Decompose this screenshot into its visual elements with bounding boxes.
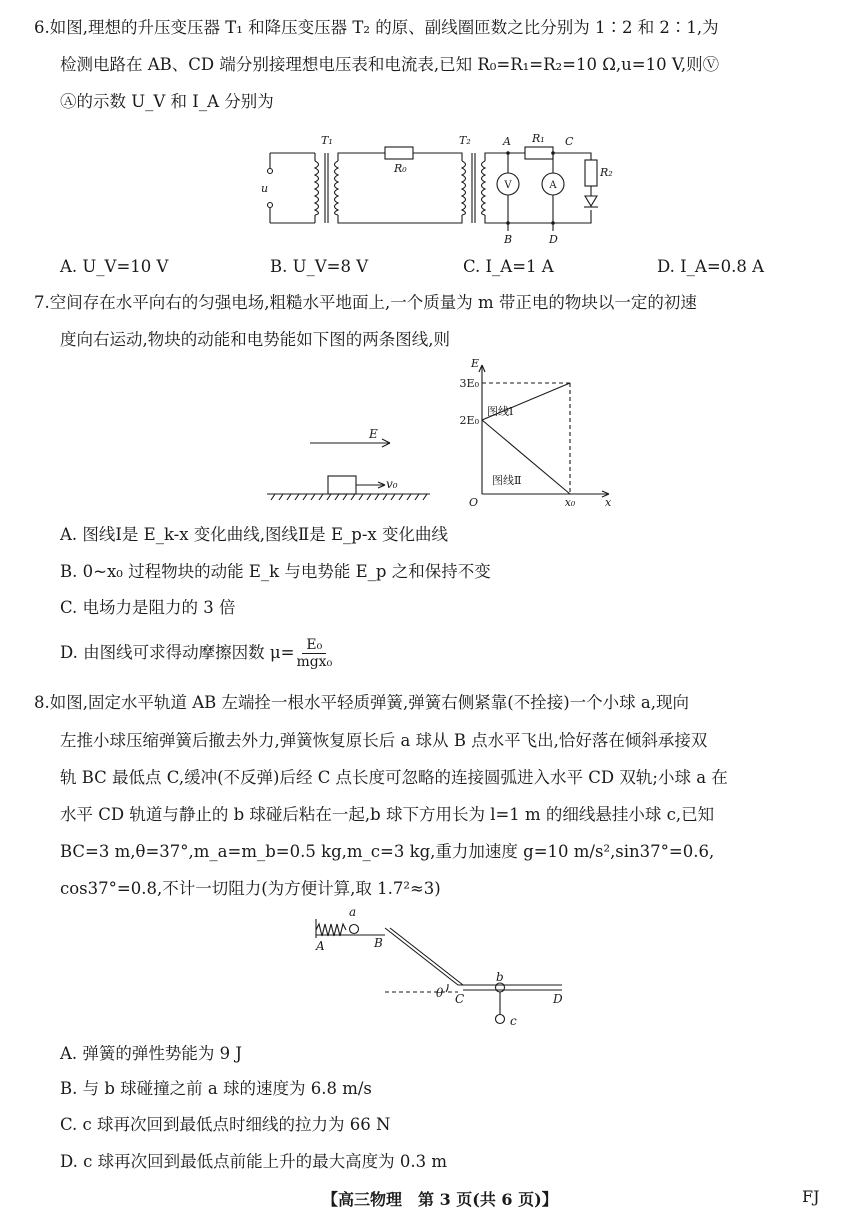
label-theta: θ bbox=[436, 986, 444, 1000]
label-ball-c: c bbox=[510, 1014, 517, 1028]
label-r2: R₂ bbox=[600, 166, 613, 179]
q8-line-6: cos37°=0.8,不计一切阻力(为方便计算,取 1.7²≈3) bbox=[60, 879, 441, 898]
curve-2-label: 图线Ⅱ bbox=[492, 474, 522, 487]
footer-code: FJ bbox=[802, 1187, 820, 1206]
label-field-e: E bbox=[369, 427, 378, 441]
q7-energy-chart bbox=[447, 358, 622, 510]
q8-line-4: 水平 CD 轨道与静止的 b 球碰后粘在一起,b 球下方用长为 l=1 m 的细线悬挂小球 c,已知 bbox=[60, 805, 715, 824]
label-r0: R₀ bbox=[394, 162, 407, 175]
label-point-b: B bbox=[504, 233, 513, 246]
label-r1: R₁ bbox=[532, 132, 545, 145]
label-e-axis: E bbox=[470, 358, 479, 370]
q7-option-b[interactable]: B. 0~x₀ 过程物块的动能 E_k 与电势能 E_p 之和保持不变 bbox=[60, 562, 491, 581]
q8-option-a[interactable]: A. 弹簧的弹性势能为 9 J bbox=[60, 1044, 243, 1063]
q6-option-b[interactable]: B. U_V=8 V bbox=[270, 257, 369, 276]
q7-option-c[interactable]: C. 电场力是阻力的 3 倍 bbox=[60, 598, 236, 617]
label-point-c: C bbox=[565, 135, 574, 148]
label-v0: v₀ bbox=[386, 477, 398, 491]
q8-line-3: 轨 BC 最低点 C,缓冲(不反弹)后经 C 点长度可忽略的连接圆弧进入水平 CD 双轨;小球 a 在 bbox=[60, 768, 728, 787]
label-ball-b: b bbox=[496, 970, 504, 984]
q8-line-1: 8.如图,固定水平轨道 AB 左端拴一根水平轻质弹簧,弹簧右侧紧靠(不拴接)一个小球 a,现向 bbox=[34, 693, 689, 712]
q6-line-1: 6.如图,理想的升压变压器 T₁ 和降压变压器 T₂ 的原、副线圈匝数之比分别为 1∶2 和 2∶1,为 bbox=[34, 18, 719, 37]
q7-option-d-text: D. 由图线可求得动摩擦因数 μ= bbox=[60, 643, 295, 662]
label-point-a: A bbox=[503, 135, 511, 148]
q6-option-d[interactable]: D. I_A=0.8 A bbox=[657, 257, 765, 276]
q6-line-3: Ⓐ的示数 U_V 和 I_A 分别为 bbox=[60, 92, 274, 111]
q7-option-a[interactable]: A. 图线Ⅰ是 E_k-x 变化曲线,图线Ⅱ是 E_p-x 变化曲线 bbox=[60, 525, 448, 544]
fraction-denominator: mgx₀ bbox=[296, 654, 333, 670]
label-point-a: A bbox=[316, 939, 325, 953]
friction-fraction bbox=[296, 637, 332, 670]
label-x-axis: x bbox=[605, 496, 612, 509]
curve-1-label: 图线Ⅰ bbox=[487, 405, 514, 418]
q6-option-a[interactable]: A. U_V=10 V bbox=[60, 257, 169, 276]
q8-option-b[interactable]: B. 与 b 球碰撞之前 a 球的速度为 6.8 m/s bbox=[60, 1079, 372, 1098]
label-t2: T₂ bbox=[459, 134, 471, 147]
label-point-d: D bbox=[549, 233, 558, 246]
q6-option-c[interactable]: C. I_A=1 A bbox=[463, 257, 554, 276]
ammeter-icon: A bbox=[549, 180, 557, 191]
q7-line-1: 7.空间存在水平向右的匀强电场,粗糙水平地面上,一个质量为 m 带正电的物块以一定的初速 bbox=[34, 293, 697, 312]
q8-track-figure bbox=[310, 905, 580, 1030]
tick-label-2e0: 2E₀ bbox=[459, 414, 479, 427]
label-point-d: D bbox=[553, 992, 563, 1006]
voltmeter-icon: V bbox=[504, 180, 512, 191]
q8-option-d[interactable]: D. c 球再次回到最低点前能上升的最大高度为 0.3 m bbox=[60, 1152, 447, 1171]
fraction-numerator: E₀ bbox=[302, 637, 326, 654]
q6-circuit-figure bbox=[255, 128, 625, 246]
q8-option-c[interactable]: C. c 球再次回到最低点时细线的拉力为 66 N bbox=[60, 1115, 391, 1134]
tick-label-x0: x₀ bbox=[564, 496, 576, 509]
label-t1: T₁ bbox=[321, 134, 333, 147]
q7-block-figure bbox=[265, 425, 435, 510]
q7-option-d[interactable] bbox=[60, 633, 332, 673]
label-origin: O bbox=[468, 496, 478, 509]
label-u: u bbox=[261, 182, 269, 195]
footer-page-info: 【高三物理 第 3 页(共 6 页)】 bbox=[322, 1190, 558, 1209]
label-point-c: C bbox=[455, 992, 465, 1006]
label-point-b: B bbox=[374, 936, 383, 950]
q6-line-2: 检测电路在 AB、CD 端分别接理想电压表和电流表,已知 R₀=R₁=R₂=10 Ω,u=10 V,则Ⓥ bbox=[60, 55, 720, 74]
label-ball-a: a bbox=[349, 905, 357, 919]
tick-label-3e0: 3E₀ bbox=[459, 377, 479, 390]
q8-line-5: BC=3 m,θ=37°,m_a=m_b=0.5 kg,m_c=3 kg,重力加速度 g=10 m/s²,sin37°=0.6, bbox=[60, 842, 715, 861]
q7-line-2: 度向右运动,物块的动能和电势能如下图的两条图线,则 bbox=[60, 330, 450, 349]
q8-line-2: 左推小球压缩弹簧后撤去外力,弹簧恢复原长后 a 球从 B 点水平飞出,恰好落在倾斜承接双 bbox=[60, 731, 708, 750]
